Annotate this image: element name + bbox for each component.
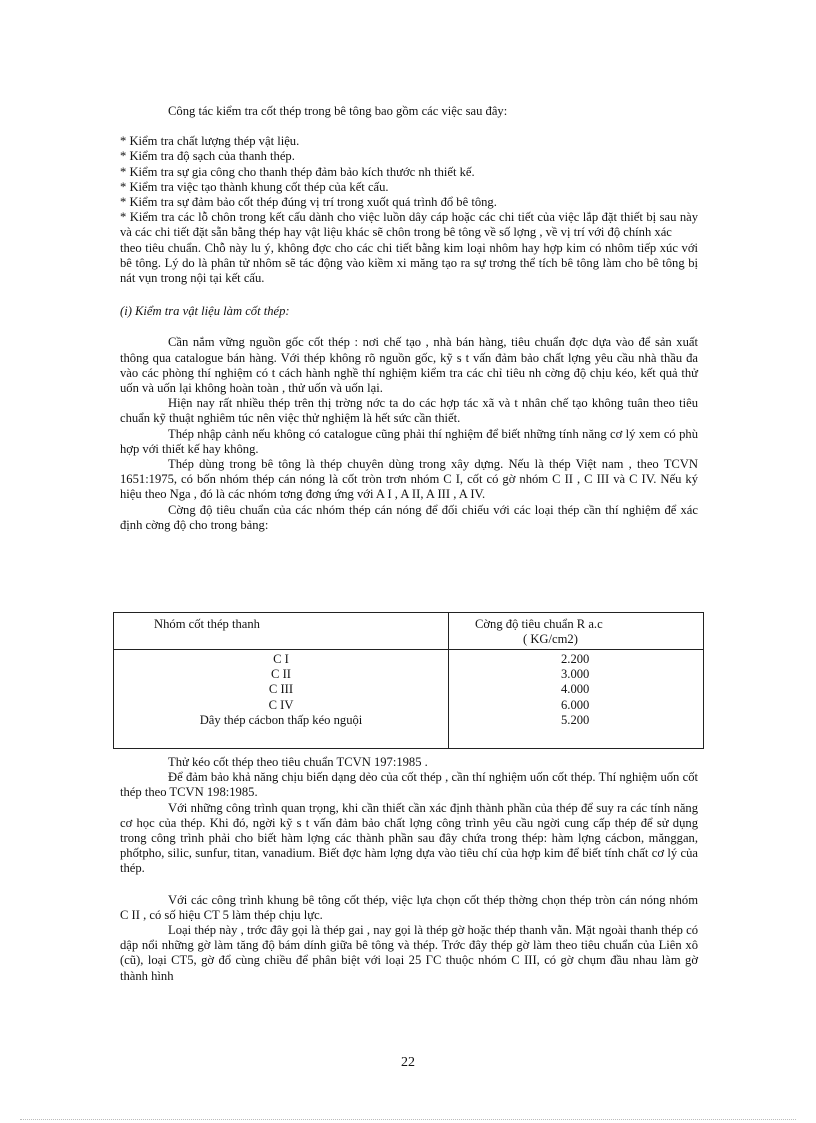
body-paragraph: Để đảm bảo khả năng chịu biến dạng dẻo của cốt thép , cần thí nghiệm uốn cốt thép. Thí nghiệm uốn cốt thép theo TCVN 198:1985. (120, 770, 698, 800)
intro-paragraph: Công tác kiểm tra cốt thép trong bê tông bao gồm các việc sau đây: (168, 104, 508, 118)
strength-table (113, 612, 704, 749)
text-block-bottom (120, 755, 698, 984)
body-paragraph: Thép nhập cảnh nếu không có catalogue cũng phải thí nghiệm để biết những tính năng cơ lý xem có phù hợp với thiết kế hay không. (120, 426, 698, 456)
group-cell: Dây thép cácbon thấp kéo nguội (199, 712, 363, 727)
body-paragraph: Với các công trình khung bê tông cốt thép, việc lựa chọn cốt thép thờng chọn thép tròn cán nóng nhóm C II , có số hiệu CT 5 làm thép chịu lực. (120, 892, 698, 922)
table-header-strength-label: Cờng độ tiêu chuẩn R a.c (475, 617, 603, 631)
body-paragraph: Với những công trình quan trọng, khi cần thiết cần xác định thành phần của thép để suy ra các tính năng cơ học của thép. Khi đó, ngời kỹ s t vấn đảm bảo chất lợng công trình yêu cầu ngời cung cấp thép để sử dụng trong công trình phải cho biết hàm lợng các thành phần sau đây chứa trong thép: hàm lợng cácbon, mănggan, phốtpho, silic, sunfur, titan, vanadium. Biết đợc hàm lợng dựa vào tiêu chí của hợp kim để biết tính chất cơ lý của thép. (120, 800, 698, 876)
page-bottom-divider (20, 1119, 796, 1120)
table-header-group: Nhóm cốt thép thanh (114, 613, 449, 650)
section-heading: (i) Kiểm tra vật liệu làm cốt thép: (120, 304, 290, 319)
table-header-row (114, 613, 704, 650)
group-cell: C I (273, 652, 289, 666)
group-cell: C II (271, 667, 291, 682)
strength-cell: 3.000 (561, 667, 590, 682)
checklist-item: * Kiểm tra chất lượng thép vật liệu. (120, 134, 300, 149)
checklist-item: * Kiểm tra sự gia công cho thanh thép đảm bảo kích thước nh thiết kế. (120, 164, 475, 179)
body-paragraph: Cần nắm vững nguồn gốc cốt thép : nơi chế tạo , nhà bán hàng, tiêu chuẩn đợc dựa vào để sản xuất thông qua catalogue bán hàng. Với thép không rõ nguồn gốc, kỹ s t vấn đảm bảo chất lợng yêu cầu nhà thầu đa vào các phòng thí nghiệm có t cách hành nghề thí nghiệm kiểm tra các chỉ tiêu nh cờng độ chịu kéo, kết quả thử uốn và uốn lại không hoàn toàn , thử uốn và uốn lại. (120, 335, 698, 396)
page-number: 22 (401, 1055, 415, 1070)
checklist-item: * Kiểm tra các lỗ chôn trong kết cấu dành cho việc luồn dây cáp hoặc các chi tiết của việc lắp đặt thiết bị sau này và các chi tiết đặt sẵn bằng thép hay vật liệu khác sẽ chôn trong bê tông về số lợng , về vị trí với độ chính xác (120, 210, 698, 240)
checklist-item: * Kiểm tra việc tạo thành khung cốt thép của kết cấu. (120, 179, 389, 194)
body-paragraph: Cờng độ tiêu chuẩn của các nhóm thép cán nóng để đối chiếu với các loại thép cần thí nghiệm để xác định cờng độ cho trong bảng: (120, 502, 698, 532)
table-header-unit: ( KG/cm2) (523, 632, 578, 647)
body-paragraph: Hiện nay rất nhiều thép trên thị trờng nớc ta do các hợp tác xã và t nhân chế tạo không tuân theo tiêu chuẩn kỹ thuật nghiêm túc nên việc thử nghiệm là hết sức cần thiết. (120, 396, 698, 426)
checklist-item: * Kiểm tra sự đảm bảo cốt thép đúng vị trí trong xuốt quá trình đổ bê tông. (120, 195, 497, 210)
strength-cell: 4.000 (561, 682, 590, 697)
checklist (120, 134, 698, 240)
strength-cell: 6.000 (561, 697, 590, 712)
body-paragraph: Thép dùng trong bê tông là thép chuyên dùng trong xây dựng. Nếu là thép Việt nam , theo TCVN 1651:1975, có bốn nhóm thép cán nóng là cốt tròn trơn nhóm C I, cốt có gờ nhóm C II , C III và C IV. Nếu ký hiệu theo Nga , đó là các nhóm tơng đơng ứng với A I , A II, A III , A IV. (120, 457, 698, 502)
table-cell-strengths (449, 650, 704, 749)
table-row (114, 650, 704, 749)
group-cell: C IV (268, 697, 294, 712)
body-paragraph: Thử kéo cốt thép theo tiêu chuẩn TCVN 197:1985 . (168, 755, 428, 769)
text-block-top (120, 104, 698, 533)
table-cell-groups (114, 650, 449, 749)
checklist-item: * Kiểm tra độ sạch của thanh thép. (120, 149, 295, 164)
strength-cell: 2.200 (561, 652, 590, 666)
group-cell: C III (268, 682, 294, 697)
standard-paragraph: theo tiêu chuẩn. Chỗ này lu ý, không đợc cho các chi tiết bằng kim loại nhôm hay hợp kim có nhôm tiếp xúc với bê tông. Lý do là phân tử nhôm sẽ tác động vào kiềm xi măng tạo ra sự trơng thể tích bê tông làm cho bê tông bị nát vụn trong nội tại kết cấu. (120, 240, 698, 286)
strength-cell: 5.200 (561, 712, 590, 727)
body-paragraph: Loại thép này , trớc đây gọi là thép gai , nay gọi là thép gờ hoặc thép thanh vằn. Mặt ngoài thanh thép có dập nổi những gờ làm tăng độ bám dính giữa bê tông và thép. Trớc đây thép gờ làm theo tiêu chuẩn của Liên xô (cũ), loại CT5, gờ đổ cùng chiều để phân biệt với loại 25 ΓC thuộc nhóm C III, có gờ chụm đầu nhau làm gờ thành hình (120, 923, 698, 983)
table-header-strength (449, 613, 704, 650)
